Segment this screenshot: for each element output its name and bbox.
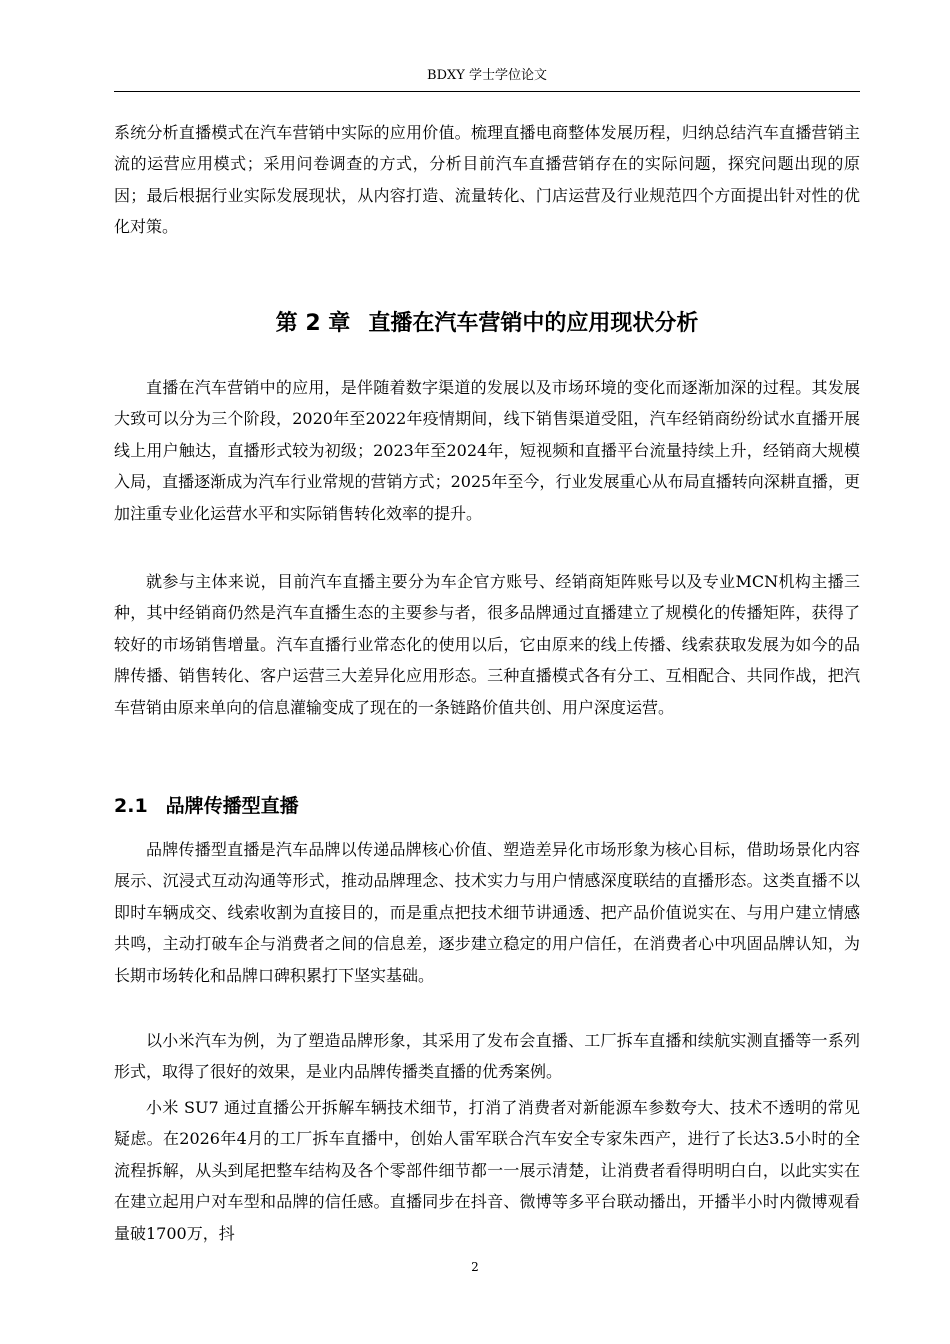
section-heading (114, 792, 860, 820)
running-header: BDXY 学士学位论文 (427, 68, 547, 83)
body-paragraph: 品牌传播型直播是汽车品牌以传递品牌核心价值、塑造差异化市场形象为核心目标，借助场景化内容展示、沉浸式互动沟通等形式，推动品牌理念、技术实力与用户情感深度联结的直播形态。这类直播不以即时车辆成交、线索收割为直接目的，而是重点把技术细节讲通透、把产品价值说实在、与用户建立情感共鸣，主动打破车企与消费者之间的信息差，逐步建立稳定的用户信任，在消费者心中巩固品牌认知，为长期市场转化和品牌口碑积累打下坚实基础。 (114, 840, 860, 985)
body-paragraph: 小米 SU7 通过直播公开拆解车辆技术细节，打消了消费者对新能源车参数夸大、技术不透明的常见疑虑。在2026年4月的工厂拆车直播中，创始人雷军联合汽车安全专家朱西产，进行了长达3.5小时的全流程拆解，从头到尾把整车结构及各个零部件细节都一一展示清楚，让消费者看得明明白白，以此实实在在建立起用户对车型和品牌的信任感。直播同步在抖音、微博等多平台联动播出，开播半小时内微博观看量破1700万，抖 (114, 1098, 860, 1243)
chapter-number: 第 2 章 (275, 311, 351, 336)
body-paragraph: 系统分析直播模式在汽车营销中实际的应用价值。梳理直播电商整体发展历程，归纳总结汽车直播营销主流的运营应用模式；采用问卷调查的方式，分析目前汽车直播营销存在的实际问题，探究问题出现的原因；最后根据行业实际发展现状，从内容打造、流量转化、门店运营及行业规范四个方面提出针对性的优化对策。 (114, 123, 860, 237)
page-number: 2 (471, 1260, 479, 1274)
chapter-heading (114, 307, 860, 341)
section-title: 品牌传播型直播 (165, 795, 299, 817)
chapter-title: 直播在汽车营销中的应用现状分析 (368, 311, 699, 336)
body-paragraph: 以小米汽车为例，为了塑造品牌形象，其采用了发布会直播、工厂拆车直播和续航实测直播等一系列形式，取得了很好的效果，是业内品牌传播类直播的优秀案例。 (114, 1031, 860, 1082)
header-rule (114, 91, 860, 92)
body-paragraph: 就参与主体来说，目前汽车直播主要分为车企官方账号、经销商矩阵账号以及专业MCN机构主播三种，其中经销商仍然是汽车直播生态的主要参与者，很多品牌通过直播建立了规模化的传播矩阵，获得了较好的市场销售增量。汽车直播行业常态化的使用以后，它由原来的线上传播、线索获取发展为如今的品牌传播、销售转化、客户运营三大差异化应用形态。三种直播模式各有分工、互相配合、共同作战，把汽车营销由原来单向的信息灌输变成了现在的一条链路价值共创、用户深度运营。 (114, 572, 860, 717)
body-paragraph: 直播在汽车营销中的应用，是伴随着数字渠道的发展以及市场环境的变化而逐渐加深的过程。其发展大致可以分为三个阶段，2020年至2022年疫情期间，线下销售渠道受阻，汽车经销商纷纷试水直播开展线上用户触达，直播形式较为初级；2023年至2024年，短视频和直播平台流量持续上升，经销商大规模入局，直播逐渐成为汽车行业常规的营销方式；2025年至今，行业发展重心从布局直播转向深耕直播，更加注重专业化运营水平和实际销售转化效率的提升。 (114, 378, 860, 523)
section-number: 2.1 (114, 795, 148, 817)
